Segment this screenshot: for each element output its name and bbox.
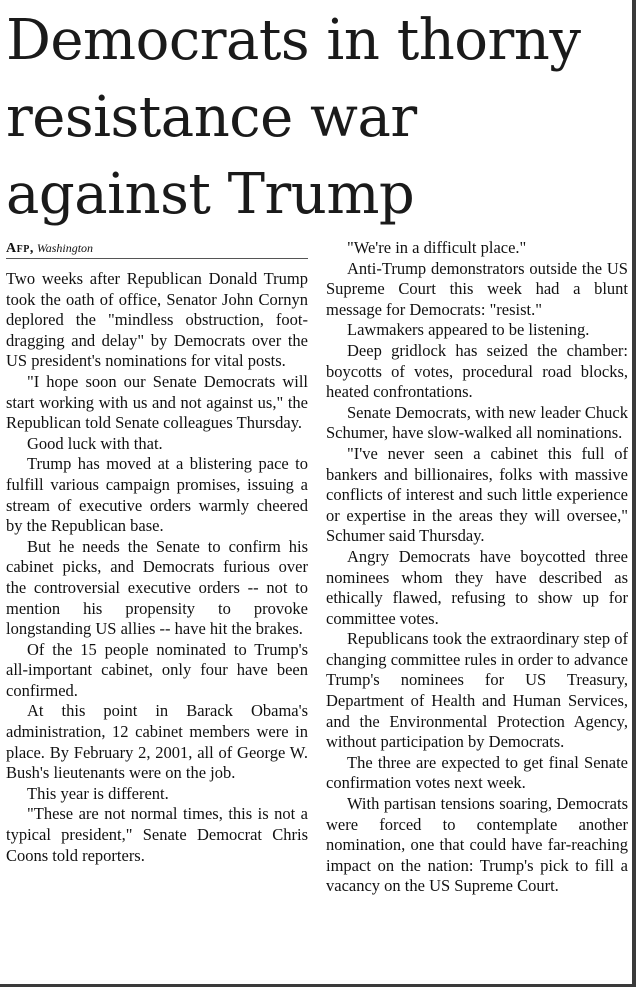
byline-location: Washington bbox=[36, 241, 94, 255]
paragraph: This year is different. bbox=[27, 783, 169, 803]
paragraph: Good luck with that. bbox=[27, 433, 163, 453]
paragraph: The three are expected to get final Senate confirmation votes next week. bbox=[326, 752, 628, 793]
left-column bbox=[6, 238, 308, 866]
paragraph: With partisan tensions soaring, Democrats were forced to contemplate another nomination, one that could have far-reaching impact on the nation: Trump's pick to fill a vacancy on the US Supreme Court. bbox=[326, 794, 628, 896]
paragraph: Angry Democrats have boycotted three nominees whom they have described as ethically flawed, refusing to show up for committee votes. bbox=[326, 546, 628, 628]
paragraph: "We're in a difficult place." bbox=[347, 238, 527, 257]
paragraph: Deep gridlock has seized the chamber: boycotts of votes, procedural road blocks, heated confrontations. bbox=[326, 340, 628, 402]
byline bbox=[6, 238, 308, 259]
right-column bbox=[326, 238, 628, 897]
paragraph: Republicans took the extraordinary step of changing committee rules in order to advance Trump's nominees for US Treasury, Department of Health and Human Services, and the Environmental Protection Agency, without participation by Democrats. bbox=[326, 629, 628, 752]
paragraph: Senate Democrats, with new leader Chuck Schumer, have slow-walked all nominations. bbox=[326, 402, 628, 443]
headline: Democrats in thorny resistance war against Trump bbox=[6, 8, 581, 227]
clipping-edge-right bbox=[632, 0, 636, 987]
paragraph: Anti-Trump demonstrators outside the US Supreme Court this week had a blunt message for Democrats: "resist." bbox=[326, 258, 628, 319]
paragraph: "These are not normal times, this is not a typical president," Senate Democrat Chris Coons told reporters. bbox=[6, 804, 308, 865]
paragraph: Of the 15 people nominated to Trump's all-important cabinet, only four have been confirmed. bbox=[6, 639, 308, 700]
paragraph: "I've never seen a cabinet this full of bankers and billionaires, folks with massive conflicts of interest and such little experience or expertise in the areas they will oversee," Schumer said Thursday. bbox=[326, 443, 628, 546]
paragraph: Trump has moved at a blistering pace to fulfill various campaign promises, issuing a stream of executive orders warmly cheered by the Republican base. bbox=[6, 454, 308, 536]
byline-agency: Afp, bbox=[6, 241, 34, 256]
paragraph: Two weeks after Republican Donald Trump took the oath of office, Senator John Cornyn deplored the "mindless obstruction, foot-dragging and delay" by Democrats over the US president's nominations for vital posts. bbox=[6, 269, 308, 371]
paragraph: At this point in Barack Obama's administration, 12 cabinet members were in place. By February 2, 2001, all of George W. Bush's lieutenants were on the job. bbox=[6, 701, 308, 783]
paragraph: But he needs the Senate to confirm his cabinet picks, and Democrats furious over the controversial executive orders -- not to mention his propensity to provoke longstanding US allies -- have hit the brakes. bbox=[6, 536, 308, 639]
paragraph: Lawmakers appeared to be listening. bbox=[347, 320, 590, 340]
paragraph: "I hope soon our Senate Democrats will start working with us and not against us," the Republican told Senate colleagues Thursday. bbox=[6, 371, 308, 433]
